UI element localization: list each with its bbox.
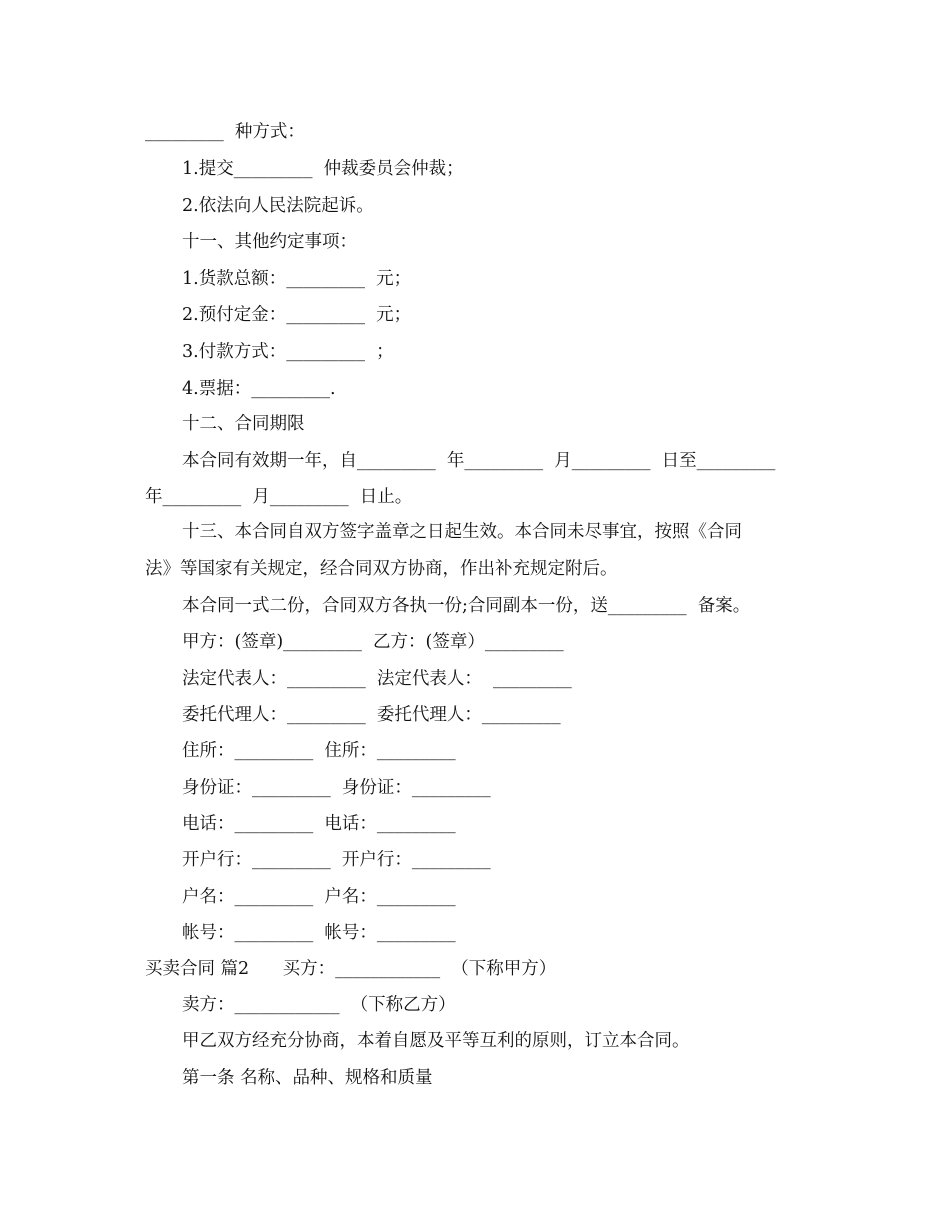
text-line: 本合同有效期一年，自_________ 年_________ 月_________ 日至_________: [182, 451, 776, 471]
paragraph-line: 甲乙双方经充分协商，本着自愿及平等互利的原则，订立本合同。: [182, 1031, 690, 1051]
text-line: 本合同一式二份，合同双方各执一份;合同副本一份，送_________ 备案。: [182, 596, 751, 616]
signature-line: 身份证：_________ 身份证：_________: [182, 778, 491, 798]
text-line: 年_________ 月_________ 日止。: [145, 487, 413, 507]
signature-line: 帐号：_________ 帐号：_________: [182, 923, 456, 943]
contract-title-line: 买卖合同 篇2 买方：____________ （下称甲方）: [145, 959, 557, 979]
text-line: 2.预付定金：_________ 元；: [182, 305, 412, 325]
signature-line: 开户行：_________ 开户行：_________: [182, 850, 491, 870]
paragraph-line: 法》等国家有关规定，经合同双方协商，作出补充规定附后。: [145, 559, 618, 579]
section-heading: 十一、其他约定事项：: [182, 232, 357, 252]
text-line: 1.货款总额：_________ 元；: [182, 269, 412, 289]
paragraph-line: 十三、本合同自双方签字盖章之日起生效。本合同未尽事宜，按照《合同: [182, 522, 742, 542]
signature-line: 电话：_________ 电话：_________: [182, 814, 456, 834]
text-line: 3.付款方式：_________ ；: [182, 342, 394, 362]
text-line: 1.提交_________ 仲裁委员会仲裁；: [182, 159, 464, 179]
signature-line: 住所：_________ 住所：_________: [182, 741, 456, 761]
section-heading: 第一条 名称、品种、规格和质量: [182, 1068, 433, 1088]
text-line: 4.票据：_________.: [182, 379, 336, 399]
section-heading: 十二、合同期限: [182, 414, 305, 434]
signature-line: 甲方：(签章)_________ 乙方：(签章）_________: [182, 632, 564, 652]
signature-line: 法定代表人：_________ 法定代表人： _________: [182, 669, 572, 689]
signature-line: 户名：_________ 户名：_________: [182, 887, 456, 907]
text-line: _________ 种方式：: [145, 122, 305, 142]
text-line: 2.依法向人民法院起诉。: [182, 196, 374, 216]
text-line: 卖方：____________ （下称乙方）: [182, 995, 456, 1015]
signature-line: 委托代理人：_________ 委托代理人：_________: [182, 705, 561, 725]
